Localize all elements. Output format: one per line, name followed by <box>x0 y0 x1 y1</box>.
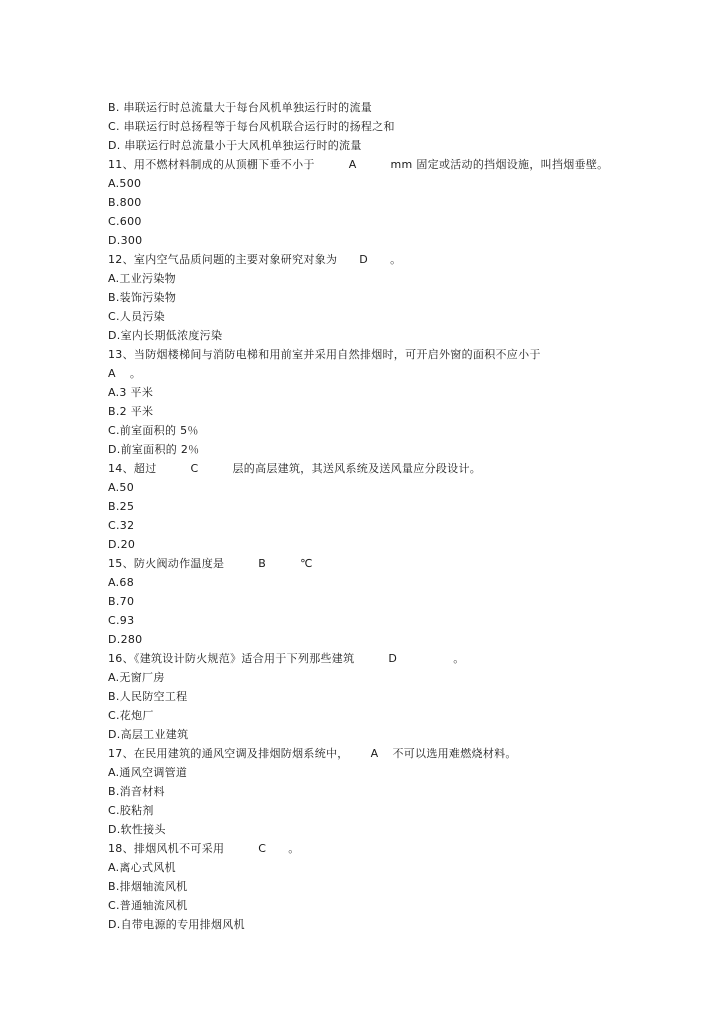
answer-letter: A <box>348 158 357 171</box>
question-15 <box>108 554 708 573</box>
question-16 <box>108 649 708 668</box>
answer-letter: B <box>258 557 267 570</box>
option-line: C.普通轴流风机 <box>108 899 188 912</box>
question-text-tail: ℃ <box>300 557 313 570</box>
option-line: B.装饰污染物 <box>108 291 177 304</box>
option-line: D.自带电源的专用排烟风机 <box>108 918 245 931</box>
question-text-tail: 。 <box>288 842 300 855</box>
option-line: D.20 <box>108 538 136 551</box>
question-13-continued <box>108 364 708 383</box>
question-text-tail: 。 <box>390 253 402 266</box>
question-text: 15、防火阀动作温度是 <box>108 557 225 570</box>
question-12 <box>108 250 708 269</box>
option-line: D.软性接头 <box>108 823 166 836</box>
option-line: C.人员污染 <box>108 310 165 323</box>
question-text: 18、排烟风机不可采用 <box>108 842 225 855</box>
option-line: C.32 <box>108 519 135 532</box>
answer-letter: C <box>190 462 199 475</box>
option-line: D.高层工业建筑 <box>108 728 189 741</box>
option-line: A.3 平米 <box>108 386 154 399</box>
answer-letter: A <box>370 747 379 760</box>
option-line: B. 串联运行时总流量大于每台风机单独运行时的流量 <box>108 101 373 114</box>
option-line: D.280 <box>108 633 143 646</box>
answer-letter: C <box>258 842 267 855</box>
question-text-tail: mm 固定或活动的挡烟设施，叫挡烟垂壁。 <box>390 158 609 171</box>
question-text: 12、室内空气品质问题的主要对象研究对象为 <box>108 253 338 266</box>
answer-letter: A <box>108 367 116 380</box>
option-line: C.600 <box>108 215 142 228</box>
option-line: B.70 <box>108 595 135 608</box>
option-line: C.前室面积的 5％ <box>108 424 199 437</box>
option-line: D. 串联运行时总流量小于大风机单独运行时的流量 <box>108 139 362 152</box>
question-14 <box>108 459 708 478</box>
question-text-tail: 不可以选用难燃烧材料。 <box>392 747 517 760</box>
option-line: A.无窗厂房 <box>108 671 165 684</box>
option-line: B.2 平米 <box>108 405 154 418</box>
question-11 <box>108 155 708 174</box>
option-line: A.工业污染物 <box>108 272 176 285</box>
question-18 <box>108 839 708 858</box>
option-line: D.300 <box>108 234 143 247</box>
option-line: B.800 <box>108 196 142 209</box>
option-line: B.排烟轴流风机 <box>108 880 188 893</box>
option-line: A.离心式风机 <box>108 861 176 874</box>
option-line: D.室内长期低浓度污染 <box>108 329 223 342</box>
answer-letter: D <box>388 652 398 665</box>
question-text-tail: 。 <box>453 652 465 665</box>
question-text-tail: 。 <box>129 367 142 380</box>
question-text: 11、用不燃材料制成的从顶棚下垂不小于 <box>108 158 315 171</box>
option-line: B.人民防空工程 <box>108 690 188 703</box>
question-text: 16、《建筑设计防火规范》适合用于下列那些建筑 <box>108 652 355 665</box>
option-line: C.花炮厂 <box>108 709 154 722</box>
option-line: C.胶粘剂 <box>108 804 154 817</box>
option-line: C. 串联运行时总扬程等于每台风机联合运行时的扬程之和 <box>108 120 395 133</box>
answer-letter: D <box>359 253 369 266</box>
question-13: 13、当防烟楼梯间与消防电梯和用前室并采用自然排烟时，可开启外窗的面积不应小于 <box>108 348 541 361</box>
question-text: 17、在民用建筑的通风空调及排烟防烟系统中， <box>108 747 349 760</box>
question-17 <box>108 744 708 763</box>
option-line: B.消音材料 <box>108 785 165 798</box>
option-line: A.68 <box>108 576 135 589</box>
option-line: B.25 <box>108 500 135 513</box>
option-line: C.93 <box>108 614 135 627</box>
question-text: 14、超过 <box>108 462 157 475</box>
option-line: D.前室面积的 2％ <box>108 443 200 456</box>
document-page <box>108 98 708 934</box>
option-line: A.50 <box>108 481 135 494</box>
option-line: A.通风空调管道 <box>108 766 188 779</box>
question-text-tail: 层的高层建筑，其送风系统及送风量应分段设计。 <box>232 462 482 475</box>
option-line: A.500 <box>108 177 142 190</box>
